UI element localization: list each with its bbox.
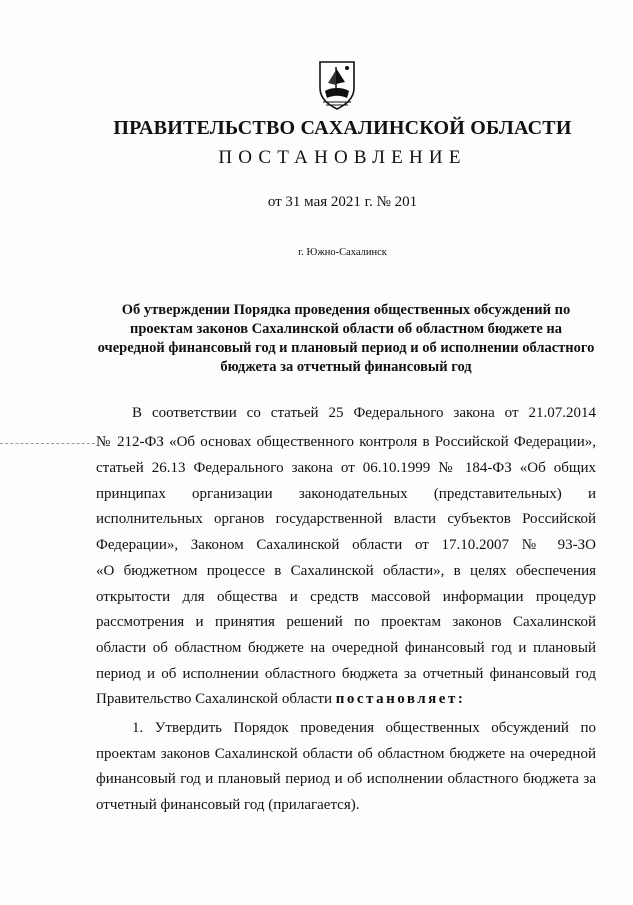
coat-of-arms-icon xyxy=(317,58,357,110)
preamble-line: открытости для общества и средств массовой информации процедур xyxy=(96,589,596,605)
resolution-verb: постановляет: xyxy=(335,691,466,707)
document-type: ПОСТАНОВЛЕНИЕ xyxy=(218,147,467,168)
preamble-line: Федерации», Законом Сахалинской области от 17.10.2007 № 93-ЗО xyxy=(96,537,596,553)
resolution-line xyxy=(96,689,465,709)
preamble-line: В соответствии со статьей 25 Федерального закона от 21.07.2014 xyxy=(132,405,596,421)
item-1-line: отчетный финансовый год (прилагается). xyxy=(96,797,360,813)
document-city: г. Южно-Сахалинск xyxy=(298,247,387,258)
resolution-issuer: Правительство Сахалинской области xyxy=(96,691,336,707)
preamble-line: области об областном бюджете на очередной финансовый год и плановый xyxy=(96,640,596,656)
document-date-number: от 31 мая 2021 г. № 201 xyxy=(267,194,418,210)
item-1-line: 1. Утвердить Порядок проведения общественных обсуждений по xyxy=(132,720,596,736)
item-1-line: финансовый год и плановый период и об исполнении областного бюджета за xyxy=(96,771,596,787)
preamble-line: статьей 26.13 Федерального закона от 06.10.1999 № 184-ФЗ «Об общих xyxy=(96,460,596,476)
preamble-line: «О бюджетном процессе в Сахалинской области», в целях обеспечения xyxy=(96,563,596,579)
preamble-line: № 212-ФЗ «Об основах общественного контроля в Российской Федерации», xyxy=(96,434,596,450)
item-1-line: проектам законов Сахалинской области об областном бюджете на очередной xyxy=(96,746,596,762)
preamble-line: исполнительных органов государственной власти субъектов Российской xyxy=(96,511,596,527)
preamble-line: рассмотрения и принятия решений по проектам законов Сахалинской xyxy=(96,614,596,630)
org-title: ПРАВИТЕЛЬСТВО САХАЛИНСКОЙ ОБЛАСТИ xyxy=(113,117,572,139)
document-subject: Об утверждении Порядка проведения общественных обсуждений по проектам законов Сахалинской области об областном бюджете на очередной финансовый год и плановый период и об исполнении областного бюджета за отчетный финансовый год xyxy=(97,302,595,375)
preamble-line: принципах организации законодательных (представительных) и xyxy=(96,486,596,502)
preamble-line: период и об исполнении областного бюджета за отчетный финансовый год xyxy=(96,666,596,682)
margin-scan-mark xyxy=(0,443,95,445)
